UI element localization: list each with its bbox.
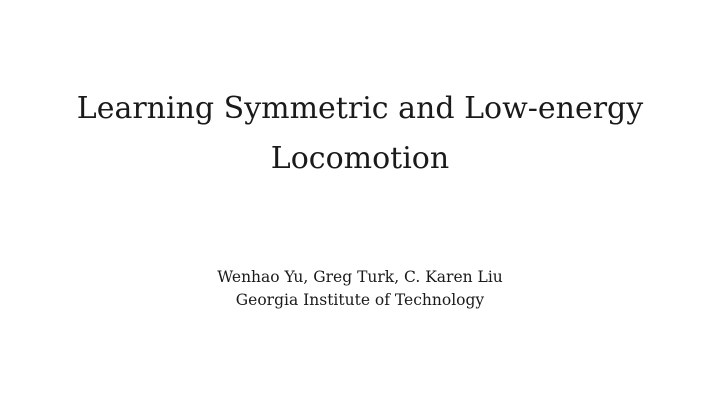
slide-title-line-2: Locomotion xyxy=(270,141,450,176)
slide-title-line-1: Learning Symmetric and Low-energy xyxy=(76,91,644,126)
slide-subtitle xyxy=(80,266,640,312)
author-list: Wenhao Yu, Greg Turk, C. Karen Liu xyxy=(217,268,503,286)
affiliation: Georgia Institute of Technology xyxy=(235,291,485,309)
slide-title xyxy=(40,84,680,184)
